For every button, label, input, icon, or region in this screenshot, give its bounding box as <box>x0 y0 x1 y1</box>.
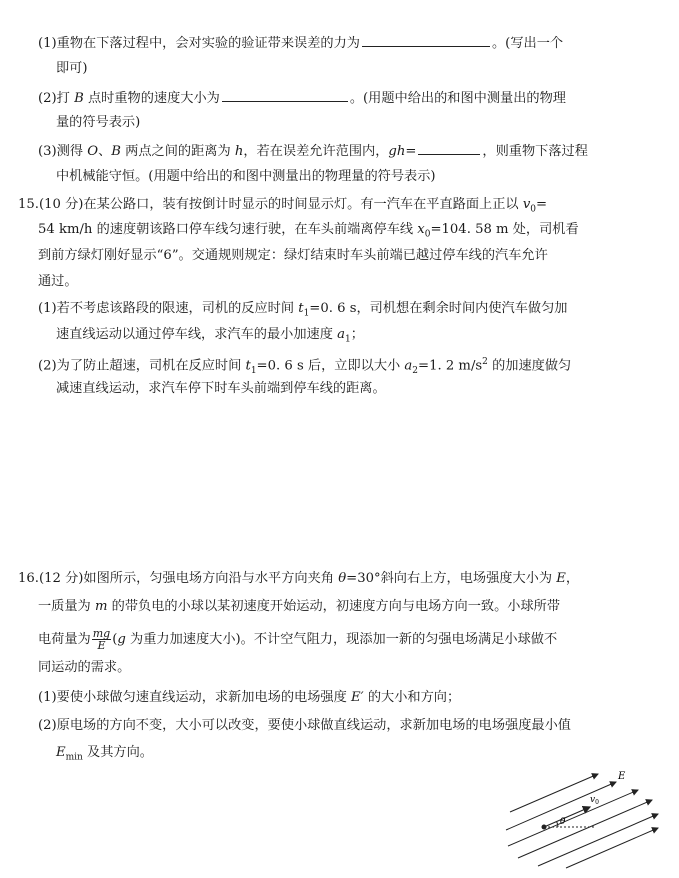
q15-line1: 15.(10 分)在某公路口，装有按倒计时显示的时间显示灯。有一汽车在平直路面上正以 $v_0=$ <box>18 197 548 215</box>
field-line-3 <box>508 790 638 846</box>
q16-part2-line2: $E_{min}$ 及其方向。 <box>56 745 153 763</box>
q15-line4: 通过。 <box>38 274 78 289</box>
q15-line3: 到前方绿灯刚好显示“6”。交通规则规定：绿灯结束时车头前端已越过停车线的汽车允许 <box>38 248 548 263</box>
q14-part2-line2: 量的符号表示) <box>56 115 141 130</box>
q16-line3: 电荷量为 $\frac{mg}{E}$ (g 为重力加速度大小)。不计空气阻力，现添加一新的匀强电场满足小球做不 <box>38 627 558 652</box>
answer-blank-3 <box>418 142 480 155</box>
q15-part1-line1: (1)若不考虑该路段的限速，司机的反应时间 $t_1=0$. 6 s，司机想在剩余时间内使汽车做匀加 <box>38 301 568 319</box>
electric-field-figure <box>498 770 668 870</box>
velocity-label: $v_0$ <box>590 795 599 806</box>
field-label: E <box>618 771 626 782</box>
q16-part1: (1)要使小球做匀速直线运动，求新加电场的电场强度 E′ 的大小和方向； <box>38 690 461 705</box>
charge-fraction: $\frac{mg}{E}$ <box>92 627 111 652</box>
q16-line4: 同运动的需求。 <box>38 660 131 675</box>
q16-line1: 16.(12 分)如图所示，匀强电场方向沿与水平方向夹角 θ=30°斜向右上方，电场强度大小为 E， <box>18 571 580 586</box>
q14-part3-line1: (3)测得 O、B 两点之间的距离为 h，若在误差允许范围内，gh= ，则重物下落过程 <box>38 144 588 159</box>
q16-line2: 一质量为 m 的带负电的小球以某初速度开始运动，初速度方向与电场方向一致。小球所带 <box>38 599 561 614</box>
q14-part1-line1: (1)重物在下落过程中，会对实验的验证带来误差的力为 。(写出一个 <box>38 36 564 51</box>
q16-part2-line1: (2)原电场的方向不变，大小可以改变，要使小球做直线运动，求新加电场的电场强度最小值 <box>38 718 571 733</box>
charged-ball <box>542 825 547 830</box>
field-line-1 <box>510 774 598 812</box>
q14-part3-line2: 中机械能守恒。(用题中给出的和图中测量出的物理量的符号表示) <box>56 169 436 184</box>
q15-part1-line2: 速直线运动以通过停车线，求汽车的最小加速度 $a_1$； <box>56 327 364 345</box>
q14-part1-line2: 即可) <box>56 61 88 76</box>
q15-part2-line1: (2)为了防止超速，司机在反应时间 $t_1=0$. 6 s 后，立即以大小 $a_2=1$. 2 $m/s^2$ 的加速度做匀 <box>38 357 572 377</box>
angle-label: θ <box>560 817 566 827</box>
q15-line2: 54 km/h 的速度朝该路口停车线匀速行驶，在车头前端离停车线 $x_0=104$. 58 m 处，司机看 <box>38 222 579 240</box>
answer-blank-1 <box>362 34 490 47</box>
answer-blank-2 <box>222 89 348 102</box>
q15-part2-line2: 减速直线运动，求汽车停下时车头前端到停车线的距离。 <box>56 381 386 396</box>
angle-arc <box>557 822 558 828</box>
q14-part2-line1: (2)打 B 点时重物的速度大小为 。(用题中给出的和图中测量出的物理 <box>38 91 566 106</box>
